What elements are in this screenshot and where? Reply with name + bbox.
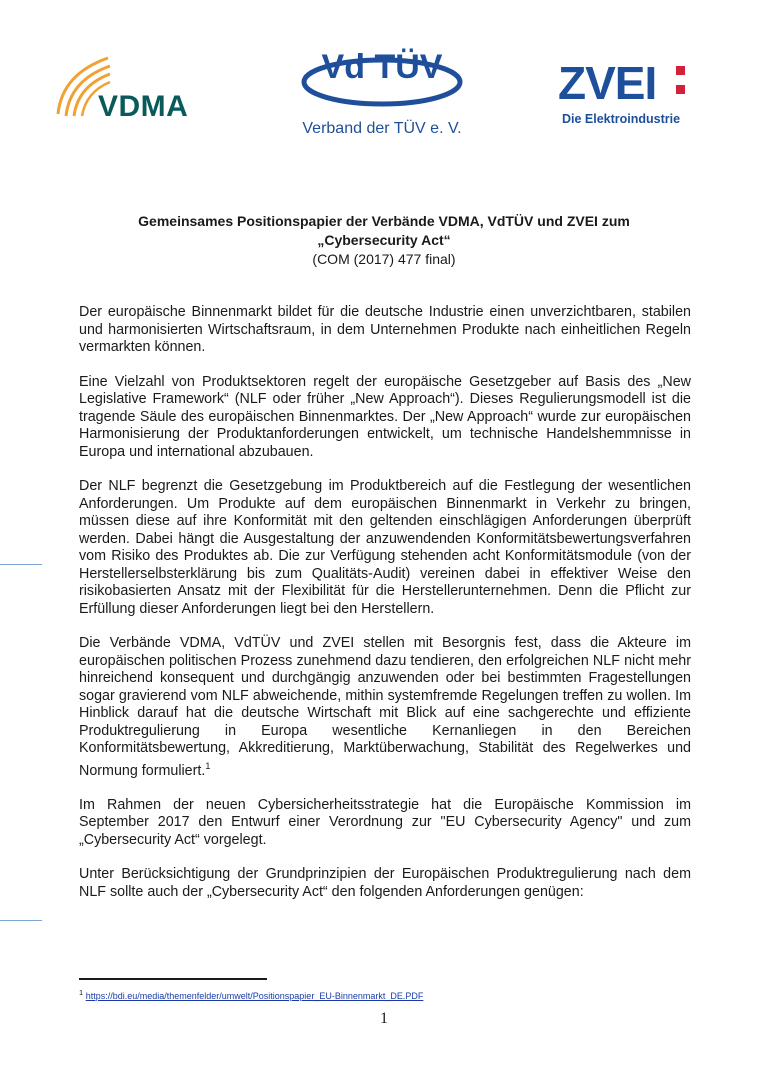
margin-mark bbox=[0, 920, 42, 921]
vdma-logo bbox=[52, 52, 222, 132]
paragraph-text: Die Verbände VDMA, VdTÜV und ZVEI stellen mit Besorgnis fest, dass die Akteure im europäischen politischen Prozess zunehmend dazu tendieren, den erfolgreichen NLF nicht mehr hinreichend konsequent und durchgängig anzuwenden oder bei bestimmten Fragestellungen sogar gravierend vom NLF abweichende, mithin systemfremde Regelungen treffen zu wollen. Im Hinblick darauf hat die deutsche Wirtschaft mit Blick auf eine sachgerechte und effiziente Produktregulierung in Europa wesentliche Kernanliegen in den Bereichen Konformitätsbewertung, Akkreditierung, Marktüberwachung, Stabilität des Regelwerkes und Normung formuliert. bbox=[79, 635, 691, 779]
paragraph: Der europäische Binnenmarkt bildet für die deutsche Industrie einen unverzichtbaren, stabilen und harmonisierten Wirtschaftsraum, in dem Unternehmen Produkte nach einheitlichen Regeln vermarkten können. bbox=[79, 304, 691, 355]
zvei-logo bbox=[558, 57, 708, 130]
footnote-divider bbox=[79, 978, 267, 980]
page-number: 1 bbox=[380, 1010, 388, 1027]
paragraph: Im Rahmen der neuen Cybersicherheitsstrategie hat die Europäische Kommission im September 2017 den Entwurf einer Verordnung zur "EU Cybersecurity Agency" und zum „Cybersecurity Act“ vorgelegt. bbox=[79, 796, 691, 848]
paragraph bbox=[79, 635, 691, 780]
title-line-1: Gemeinsames Positionspapier der Verbände VDMA, VdTÜV und ZVEI zum bbox=[138, 213, 630, 229]
zvei-wordmark: ZVEI bbox=[558, 57, 657, 109]
document-body bbox=[79, 304, 691, 918]
document-title bbox=[60, 212, 708, 269]
vdtuev-mark-text: Vd TÜV bbox=[321, 48, 443, 86]
zvei-subtitle: Die Elektroindustrie bbox=[562, 112, 681, 126]
paragraph: Eine Vielzahl von Produktsektoren regelt der europäische Gesetzgeber auf Basis des „New Legislative Framework“ (NLF oder früher „New Approach“). Dieses Regulierungsmodell ist die tragende Säule des europäischen Binnenmarktes. Der „New Approach“ wurde zur europäischen Harmonisierung der Produktanforderungen entwickelt, um technische Handelshemmnisse in Europa und international abzubauen. bbox=[79, 373, 691, 460]
footnote-reference[interactable]: 1 bbox=[205, 760, 211, 771]
vdma-wordmark: VDMA bbox=[98, 90, 189, 123]
vdtuev-logo bbox=[292, 44, 472, 144]
zvei-colon-icon bbox=[676, 66, 686, 104]
vdtuev-emblem-icon bbox=[292, 44, 472, 118]
logo-row bbox=[0, 44, 768, 154]
footnote-number: 1 bbox=[79, 988, 84, 997]
title-line-2: „Cybersecurity Act“ bbox=[317, 232, 451, 248]
footnote-link[interactable]: https://bdi.eu/media/themenfelder/umwelt/Positionspapier_EU-Binnenmarkt_DE.PDF bbox=[85, 991, 424, 1001]
paragraph: Unter Berücksichtigung der Grundprinzipien der Europäischen Produktregulierung nach dem NLF sollte auch der „Cybersecurity Act“ den folgenden Anforderungen genügen: bbox=[79, 866, 691, 900]
margin-mark bbox=[0, 564, 42, 565]
title-reference: (COM (2017) 477 final) bbox=[312, 251, 456, 267]
footnote bbox=[79, 988, 423, 1001]
paragraph: Der NLF begrenzt die Gesetzgebung im Produktbereich auf die Festlegung der wesentlichen Anforderungen. Um Produkte auf dem europäischen Binnenmarkt in Verkehr zu bringen, müssen diese auf ihre Konformität mit den geltenden einschlägigen Anforderungen überprüft werden. Dabei hängt die Ausgestaltung der anzuwendenden Konformitätsbewertungsverfahren vom Risiko des Produktes ab. Die zur Verfügung stehenden acht Konformitätsmodule (von der Herstellerselbsterklärung bis zum Qualitäts-Audit) vereinen dabei in effektiver Weise den risikobasierten Ansatz mit der Flexibilität für die Herstellerunternehmen. Denn die Pflicht zur Erfüllung dieser Anforderungen liegt bei den Herstellern. bbox=[79, 478, 691, 617]
vdtuev-caption: Verband der TÜV e. V. bbox=[302, 120, 462, 137]
